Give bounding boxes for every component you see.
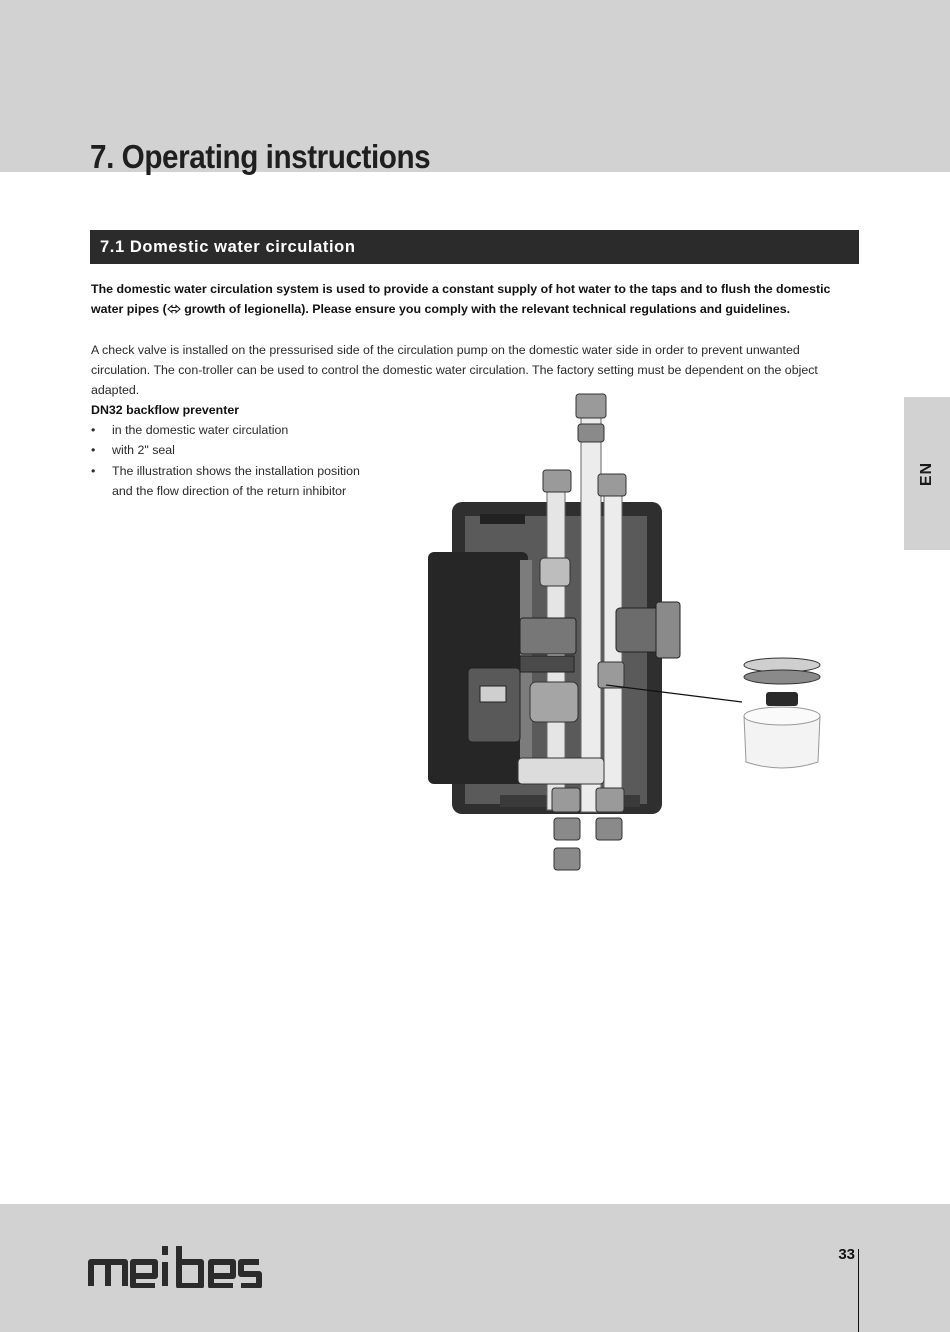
list-item-text: The illustration shows the installation position and the flow direction of the return inhibitor: [112, 463, 360, 498]
bullet-icon: •: [91, 463, 96, 478]
circulation-unit-illustration: [420, 390, 840, 880]
body-paragraph: A check valve is installed on the pressurised side of the circulation pump on the domestic water side in order to prevent unwanted circulation. The con-troller can be used to control the domestic water circulation. The factory setting must be dependent on the object adapted.: [91, 343, 818, 397]
page-number: 33: [838, 1246, 855, 1263]
brand-logo: [87, 1240, 263, 1288]
backflow-list: [91, 420, 361, 501]
list-item: [91, 440, 361, 460]
bullet-icon: •: [91, 423, 96, 437]
section-heading: 7.1 Domestic water circulation: [90, 230, 859, 264]
backflow-heading: DN32 backflow preventer: [91, 403, 240, 417]
chapter-title: 7. Operating instructions: [90, 138, 431, 175]
list-item: [91, 420, 361, 440]
page-number-rule: [858, 1249, 859, 1332]
bullet-icon: •: [91, 443, 96, 458]
intro-paragraph: [91, 279, 851, 319]
intro-text-end: growth of legionella). Please ensure you comply with the relevant technical regulations and guidelines.: [180, 302, 791, 316]
language-label: EN: [918, 461, 935, 486]
language-tab: [904, 397, 950, 550]
double-arrow-icon: [167, 304, 181, 314]
intro-text-start: The domestic water circulation system is used to provide a constant supply of hot water to the taps and to flush the domestic water pipes (: [91, 282, 831, 316]
list-item: [91, 461, 361, 502]
list-item-text: with 2" seal: [112, 443, 175, 458]
list-item-text: in the domestic water circulation: [112, 423, 289, 437]
